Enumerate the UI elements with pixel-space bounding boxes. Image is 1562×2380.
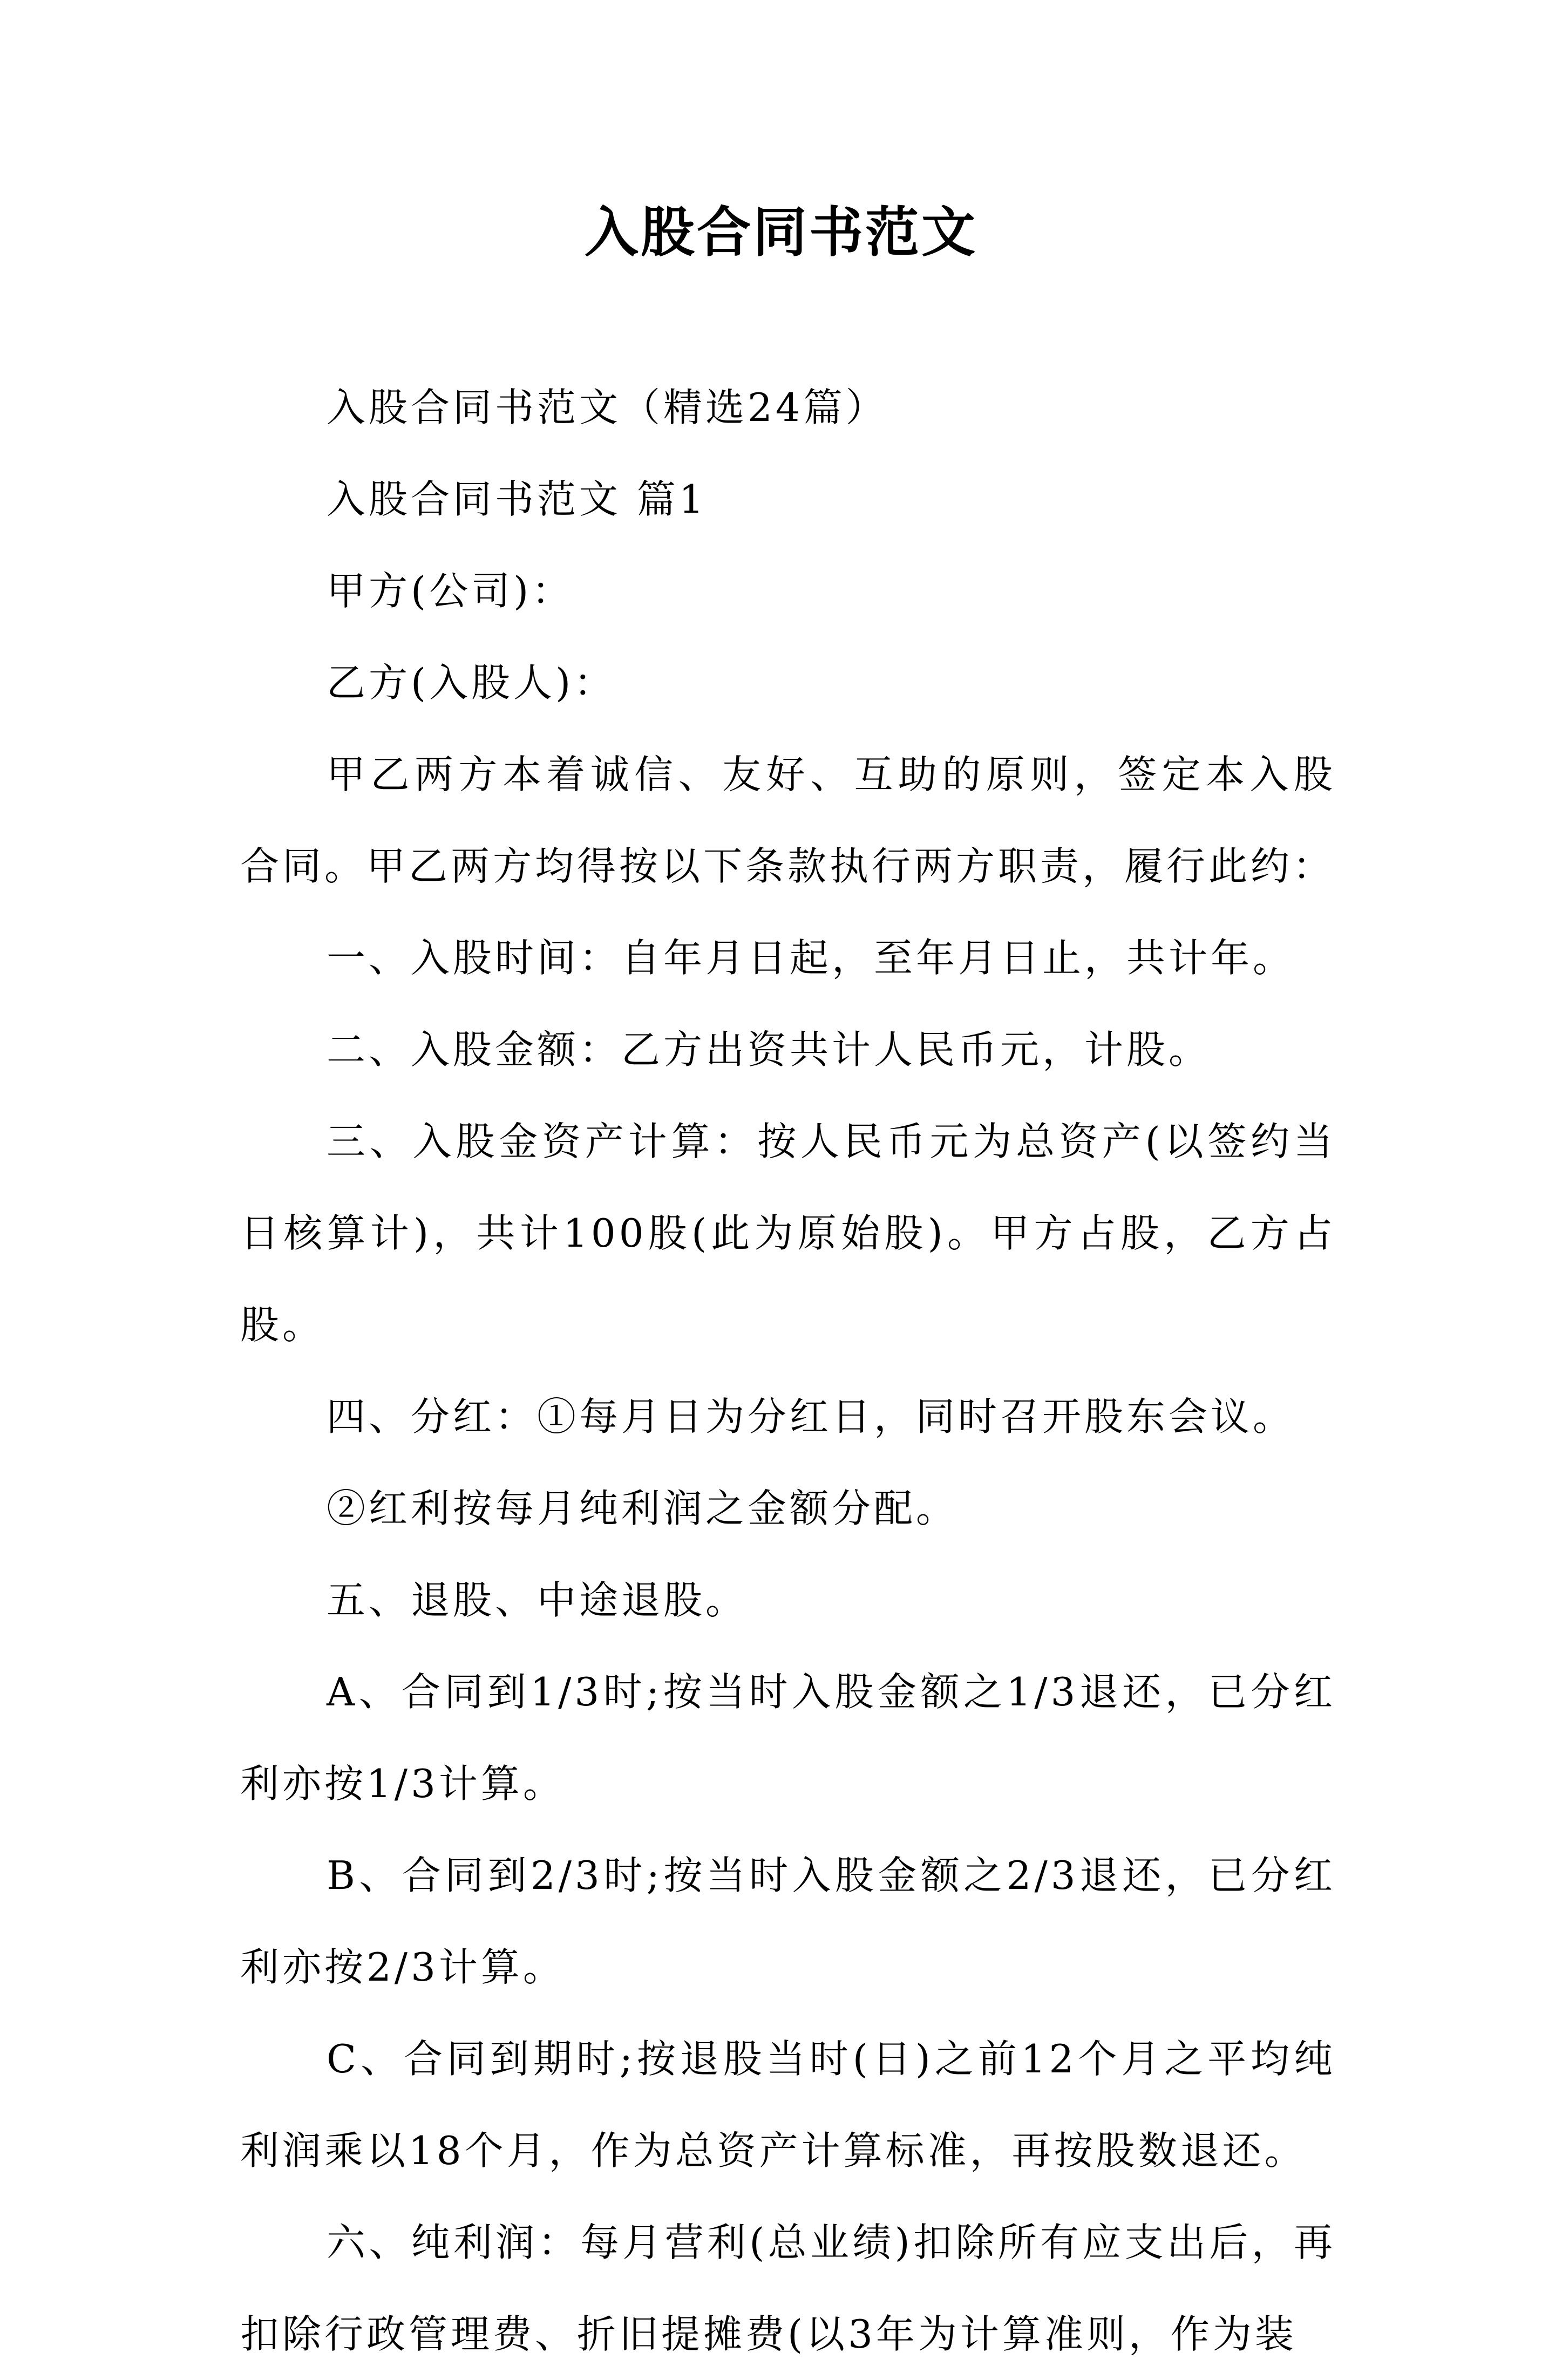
paragraph-party-b: 乙方(入股人)： — [327, 660, 616, 705]
paragraph-clause-3: 三、入股金资产计算：按人民币元为总资产(以签约当日核算计)，共计100股(此为原始股)。甲方占股，乙方占股。 — [240, 1119, 1336, 1348]
paragraph-clause-1: 一、入股时间：自年月日起，至年月日止，共计年。 — [327, 935, 1295, 981]
paragraph-clause-5: 五、退股、中途退股。 — [327, 1577, 748, 1623]
paragraph-clause-2: 二、入股金额：乙方出资共计人民币元，计股。 — [327, 1027, 1211, 1072]
paragraph-clause-5-c: C、合同到期时;按退股当时(日)之前12个月之平均纯利润乘以18个月，作为总资产计算标准，再按股数退还。 — [240, 2036, 1336, 2173]
paragraph-clause-5-b: B、合同到2/3时;按当时入股金额之2/3退还，已分红利亦按2/3计算。 — [240, 1853, 1336, 1990]
paragraph-heading: 入股合同书范文（精选24篇） — [327, 385, 888, 430]
paragraph-section-title: 入股合同书范文 篇1 — [327, 477, 707, 522]
paragraph-preamble: 甲乙两方本着诚信、友好、互助的原则，签定本入股合同。甲乙两方均得按以下条款执行两方职责，履行此约： — [240, 752, 1336, 889]
paragraph-clause-4-item: ②红利按每月纯利润之金额分配。 — [327, 1486, 959, 1531]
document-body — [240, 362, 1336, 2380]
paragraph-clause-6: 六、纯利润：每月营利(总业绩)扣除所有应支出后，再扣除行政管理费、折旧提摊费(以3年为计算准则，作为装 — [240, 2220, 1336, 2357]
paragraph-party-a: 甲方(公司)： — [327, 568, 574, 614]
paragraph-clause-5-a: A、合同到1/3时;按当时入股金额之1/3退还，已分红利亦按1/3计算。 — [240, 1669, 1336, 1806]
paragraph-clause-4: 四、分红：①每月日为分红日，同时召开股东会议。 — [327, 1394, 1295, 1439]
document-title: 入股合同书范文 — [585, 200, 977, 264]
